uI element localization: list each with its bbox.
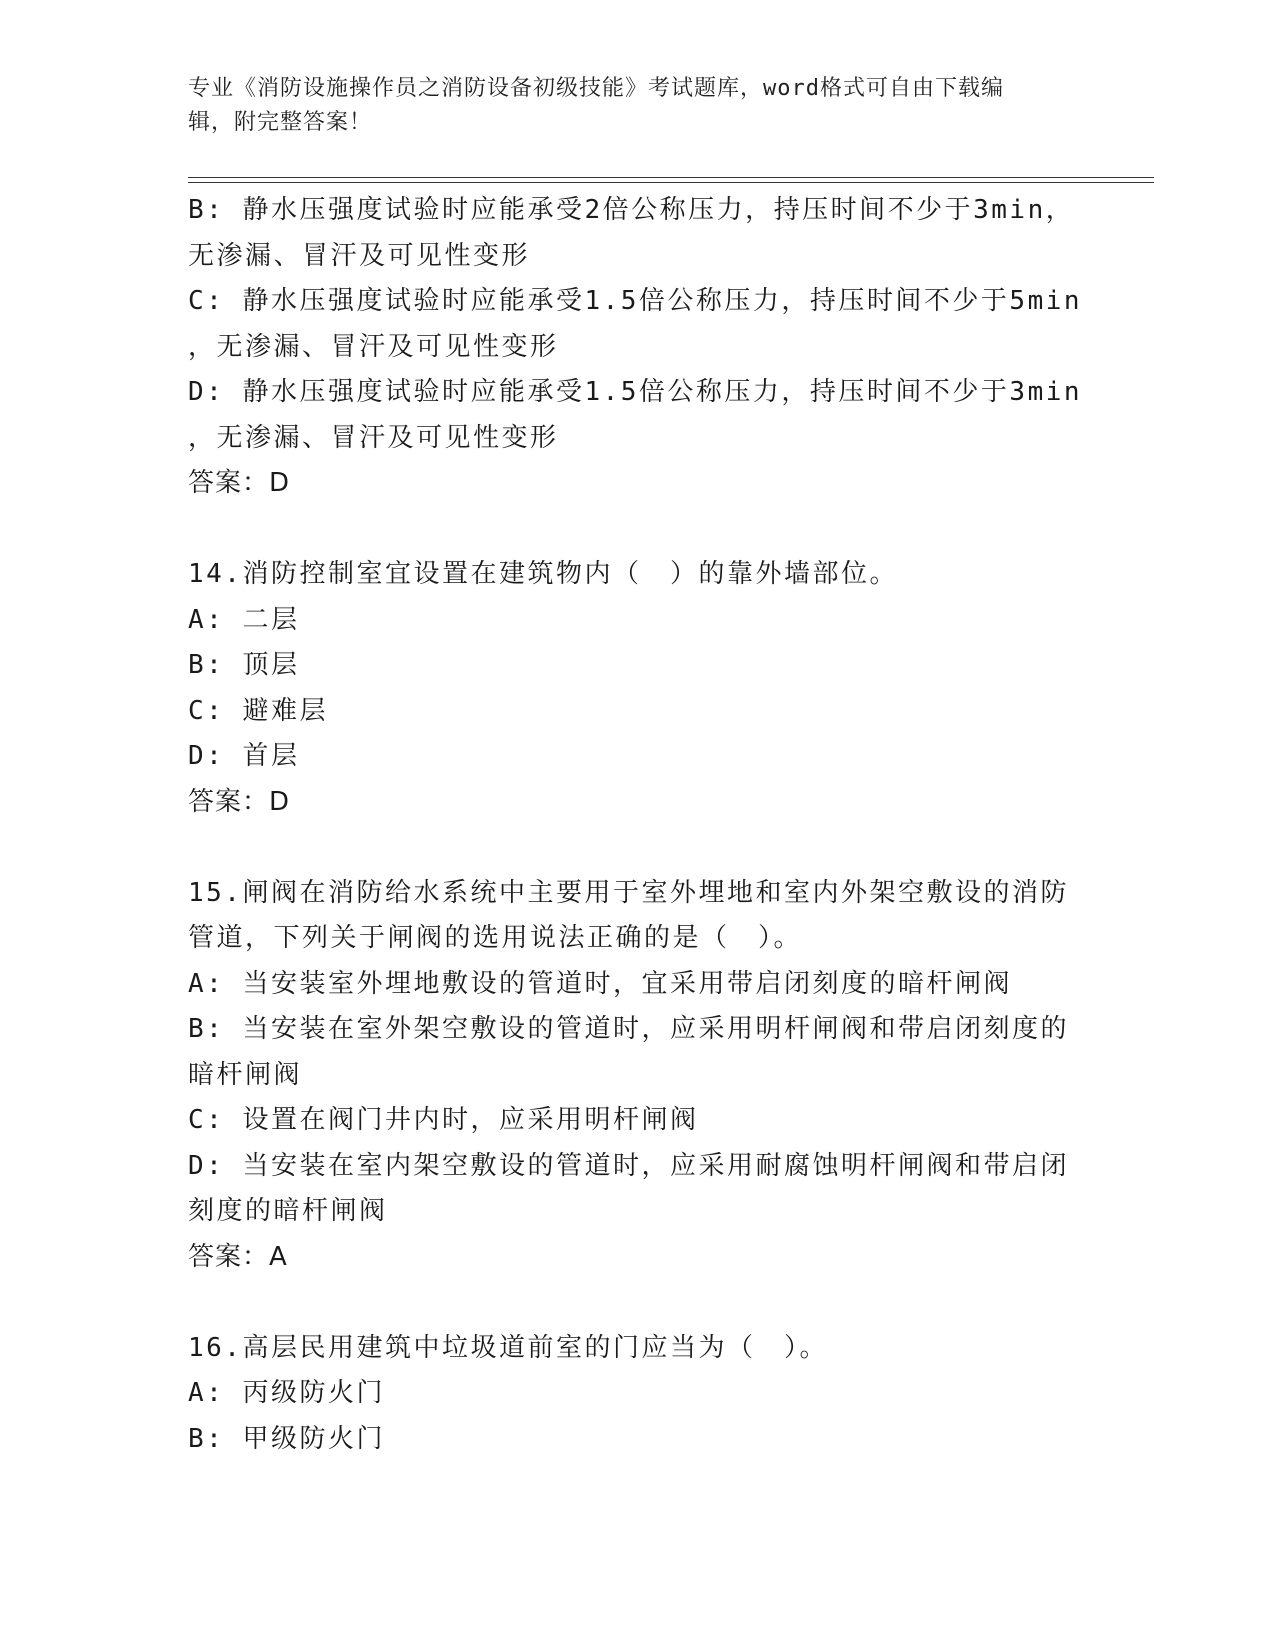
q13-option-b-line-2: 无渗漏、冒汗及可见性变形 (188, 240, 531, 271)
q15-option-b-line-1: B: 当安装在室外架空敷设的管道时，应采用明杆闸阀和带启闭刻度的 (188, 1014, 1069, 1044)
q13-option-c-line-1: C: 静水压强度试验时应能承受1.5倍公称压力，持压时间不少于5min (188, 286, 1083, 316)
q15-option-d-line-2: 刻度的暗杆闸阀 (188, 1196, 388, 1226)
header-divider-top (188, 177, 1154, 178)
q14-option-b: B: 顶层 (188, 650, 300, 680)
header-divider-bottom (188, 182, 1154, 183)
q14-option-c: C: 避难层 (188, 695, 328, 726)
q16-option-b: B: 甲级防火门 (188, 1423, 385, 1454)
spacer (188, 1280, 1088, 1326)
q13-option-d-line-2: ，无渗漏、冒汗及可见性变形 (188, 422, 559, 453)
header-line-2: 辑，附完整答案！ (188, 110, 373, 135)
spacer (188, 825, 1088, 871)
q13-option-c-line-2: ，无渗漏、冒汗及可见性变形 (188, 331, 559, 362)
q15-option-c: C: 设置在阀门井内时，应采用明杆闸阀 (188, 1105, 699, 1135)
q13-option-d-line-1: D: 静水压强度试验时应能承受1.5倍公称压力，持压时间不少于3min (188, 377, 1083, 407)
q16-option-a: A: 丙级防火门 (188, 1378, 385, 1408)
q15-question-line-2: 管道，下列关于闸阀的选用说法正确的是（ ）。 (188, 923, 803, 953)
document-header (188, 72, 1088, 140)
q13-option-b-line-1: B: 静水压强度试验时应能承受2倍公称压力，持压时间不少于3min， (188, 195, 1075, 225)
q14-answer: 答案：D (188, 786, 291, 817)
q15-option-a: A: 当安装室外埋地敷设的管道时，宜采用带启闭刻度的暗杆闸阀 (188, 968, 1012, 999)
question-content (188, 188, 1088, 1462)
q15-option-d-line-1: D: 当安装在室内架空敷设的管道时，应采用耐腐蚀明杆闸阀和带启闭 (188, 1150, 1069, 1181)
spacer (188, 507, 1088, 553)
q14-option-a: A: 二层 (188, 604, 300, 635)
q13-answer: 答案：D (188, 468, 291, 498)
q15-answer: 答案：A (188, 1241, 288, 1272)
q14-option-d: D: 首层 (188, 741, 300, 771)
q14-question: 14.消防控制室宜设置在建筑物内（ ）的靠外墙部位。 (188, 559, 898, 589)
q15-question-line-1: 15.闸阀在消防给水系统中主要用于室外埋地和室内外架空敷设的消防 (188, 877, 1069, 908)
q15-option-b-line-2: 暗杆闸阀 (188, 1059, 303, 1090)
q16-question: 16.高层民用建筑中垃圾道前室的门应当为（ ）。 (188, 1332, 828, 1363)
header-line-1: 专业《消防设施操作员之消防设备初级技能》考试题库，word格式可自由下载编 (188, 76, 1004, 101)
